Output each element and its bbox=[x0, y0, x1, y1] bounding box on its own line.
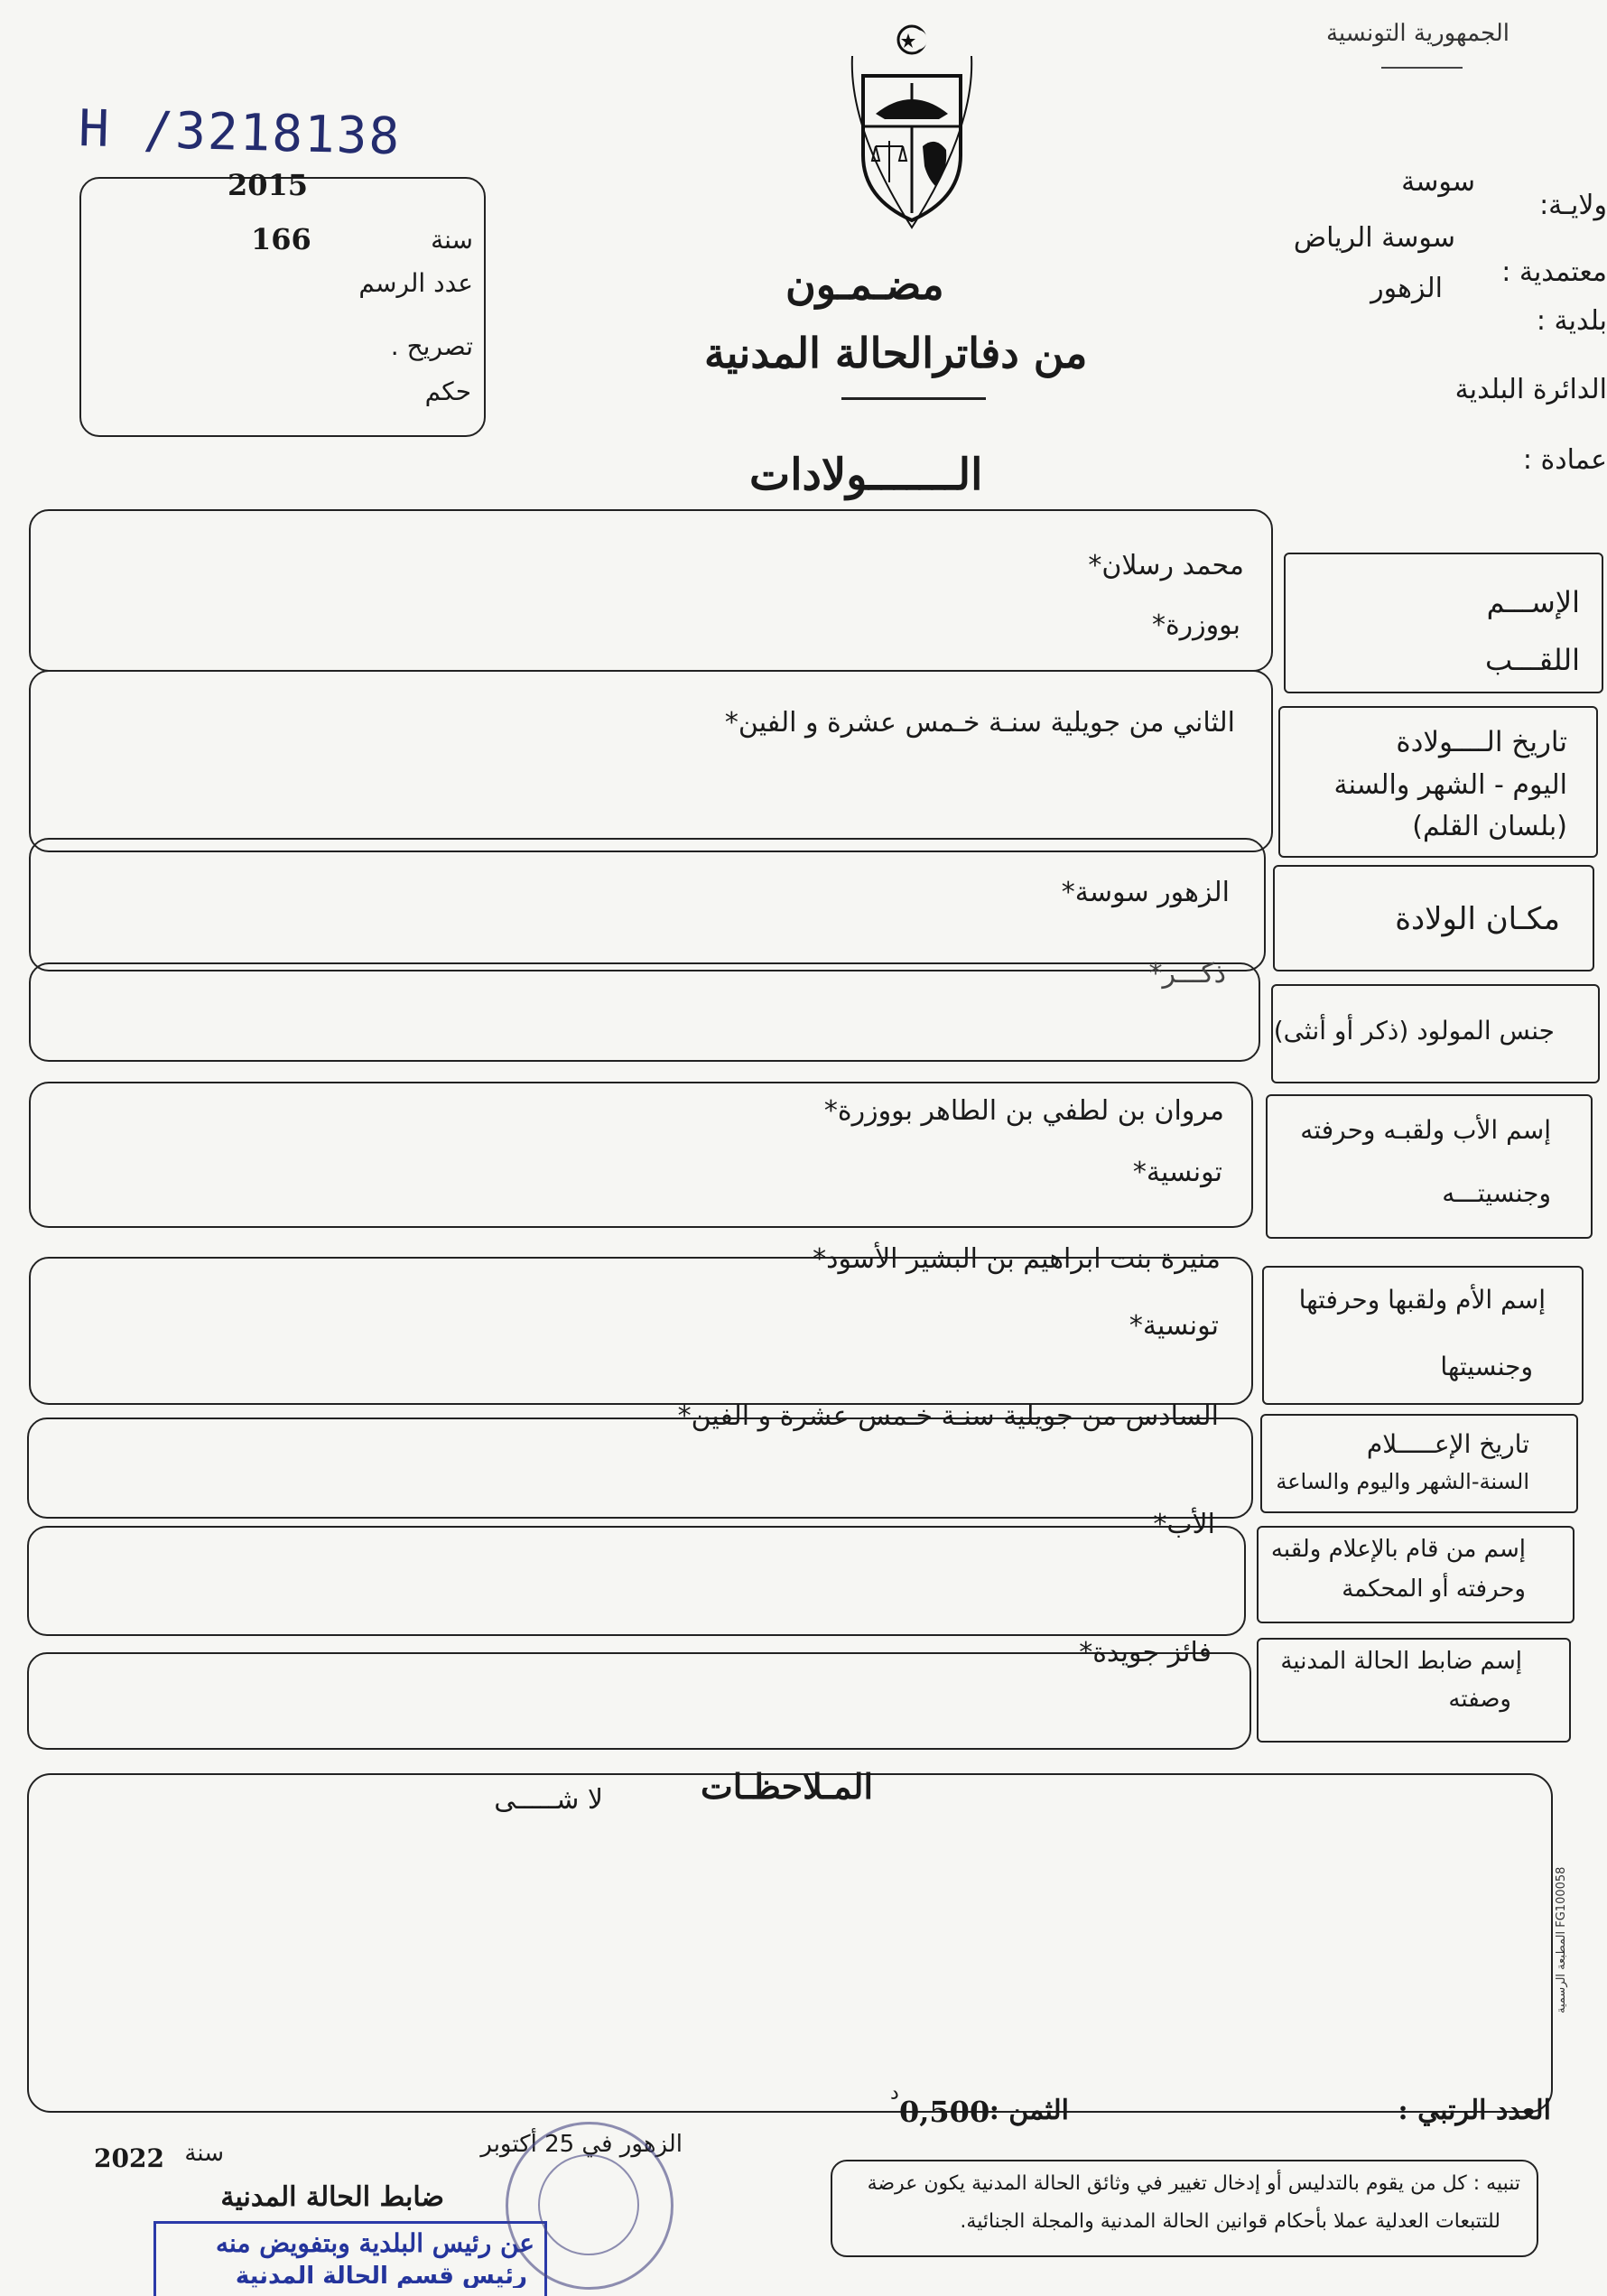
row-name-value1: محمد رسلان* bbox=[1088, 550, 1244, 581]
row-declarant-value-box bbox=[27, 1526, 1246, 1636]
delegation-value: سوسة الرياض bbox=[1293, 222, 1455, 254]
omda-label: عمادة : bbox=[1522, 444, 1607, 476]
registrar-signature-title: ضابط الحالة المدنية bbox=[220, 2181, 444, 2213]
row-declarant-label1: إسم من قام بالإعلام ولقبه bbox=[1270, 1536, 1526, 1563]
row-father-label1: إسم الأب ولقبـه وحرفته bbox=[1300, 1115, 1551, 1145]
row-birthdate-label1: تاريخ الــــولادة bbox=[1396, 726, 1567, 758]
row-declaration-date-value1: السادس من جويلية سنـة خـمس عشرة و الفين* bbox=[677, 1400, 1219, 1432]
price-label: الثمن : bbox=[989, 2095, 1069, 2126]
row-birthdate-value1: الثاني من جويلية سنـة خـمس عشرة و الفين* bbox=[724, 707, 1235, 739]
row-declarant-value1: الأب* bbox=[1153, 1509, 1215, 1540]
subtitle-underline bbox=[841, 397, 986, 400]
tunisia-coat-of-arms-icon bbox=[849, 20, 975, 229]
warning-line2: للتتبعات العدلية عملا بأحكام قوانين الحالة المدنية والمجلة الجنائية. bbox=[960, 2210, 1500, 2233]
row-registrar-value1: فائز جويدة* bbox=[1079, 1637, 1212, 1669]
row-birthdate-label3: (بلسان القلم) bbox=[1412, 811, 1567, 842]
row-name-value2: بووزرة* bbox=[1151, 609, 1240, 641]
row-registrar-label1: إسم ضابط الحالة المدنية bbox=[1280, 1648, 1522, 1675]
notes-title: المـلاحظـات bbox=[701, 1766, 874, 1807]
declaration-label: تصريح . bbox=[390, 331, 473, 361]
section-title: الـــــــولادات bbox=[749, 450, 983, 500]
row-name-value-box bbox=[29, 509, 1273, 672]
judgment-label: حكم bbox=[424, 376, 471, 406]
municipal-district-label: الدائرة البلدية bbox=[1454, 374, 1607, 405]
issue-date: الزهور في 25 أكتوبر bbox=[480, 2131, 683, 2158]
round-seal-inner-icon bbox=[538, 2154, 639, 2255]
row-mother-value1: منيرة بنت ابراهيم بن البشير الأسود* bbox=[813, 1243, 1221, 1275]
row-registrar-value-box bbox=[27, 1652, 1251, 1750]
price-value: 0,500 bbox=[899, 2095, 990, 2129]
record-label: عدد الرسم bbox=[358, 268, 473, 298]
row-birthdate-label2: اليوم - الشهر والسنة bbox=[1333, 769, 1567, 801]
row-mother-label2: وجنسيتها bbox=[1440, 1352, 1533, 1381]
row-sex-label1: جنس المولود (ذكر أو أنثى) bbox=[1273, 1016, 1555, 1046]
issue-year-value: 2022 bbox=[94, 2143, 164, 2173]
republic-title: الجمهورية التونسية bbox=[1325, 20, 1509, 47]
row-birthdate-value-box bbox=[29, 670, 1273, 852]
year-label: سنة bbox=[431, 225, 473, 255]
price-unit: د bbox=[890, 2082, 899, 2105]
row-mother-label1: إسم الأم ولقبها وحرفتها bbox=[1298, 1285, 1546, 1315]
delegation-label: معتمدية : bbox=[1501, 256, 1607, 288]
row-sex-value1: ذكـــر* bbox=[1148, 958, 1226, 990]
stamp-line2: رئيس قسم الحالة المدنية bbox=[235, 2263, 527, 2288]
row-registrar-label2: وصفته bbox=[1448, 1686, 1511, 1713]
row-birthplace-label1: مكـان الولادة bbox=[1395, 901, 1560, 937]
row-father-label2: وجنسيتـــه bbox=[1442, 1178, 1551, 1208]
notes-value: لا شـــــى bbox=[494, 1784, 603, 1816]
governorate-label: ولايـة: bbox=[1539, 190, 1607, 221]
document-subtitle: من دفاترالحالة المدنية bbox=[704, 329, 1088, 377]
header-ornament bbox=[1381, 67, 1463, 69]
row-birthplace-value1: الزهور سوسة* bbox=[1061, 877, 1230, 908]
row-declarant-label2: وحرفته أو المحكمة bbox=[1342, 1576, 1526, 1603]
stamp-line1: عن رئيس البلدية وبتفويض منه bbox=[216, 2228, 534, 2258]
warning-line1: تنبيه : كل من يقوم بالتدليس أو إدخال تغيير في وثائق الحالة المدنية يكون عرضة bbox=[867, 2172, 1520, 2195]
row-declaration-date-label1: تاريخ الإعـــــلام bbox=[1366, 1429, 1529, 1459]
row-sex-value-box bbox=[29, 962, 1260, 1062]
document-title: مضـمـون bbox=[785, 260, 944, 309]
governorate-value: سوسة bbox=[1401, 166, 1475, 198]
row-father-value2: تونسية* bbox=[1132, 1157, 1222, 1188]
side-print-mark: المطبعة الرسمية FG100058 bbox=[1555, 1866, 1568, 2013]
row-name-label2: اللقـــب bbox=[1485, 643, 1580, 677]
row-name-label1: الإســـم bbox=[1486, 585, 1580, 619]
row-declaration-date-label2: السنة-الشهر واليوم والساعة bbox=[1276, 1469, 1529, 1494]
record-number-value: 166 bbox=[251, 222, 311, 256]
year-value: 2015 bbox=[228, 168, 309, 202]
document-serial-number: H /3218138 bbox=[78, 99, 403, 167]
notes-box bbox=[27, 1773, 1553, 2113]
serial-number-label: العدد الرتبي : bbox=[1398, 2095, 1551, 2126]
row-father-value1: مروان بن لطفي بن الطاهر بووزرة* bbox=[823, 1095, 1224, 1127]
municipality-label: بلدية : bbox=[1536, 305, 1607, 337]
row-mother-value2: تونسية* bbox=[1129, 1310, 1219, 1342]
municipality-value: الزهور bbox=[1370, 273, 1443, 304]
issue-year-label: سنة bbox=[184, 2140, 224, 2167]
